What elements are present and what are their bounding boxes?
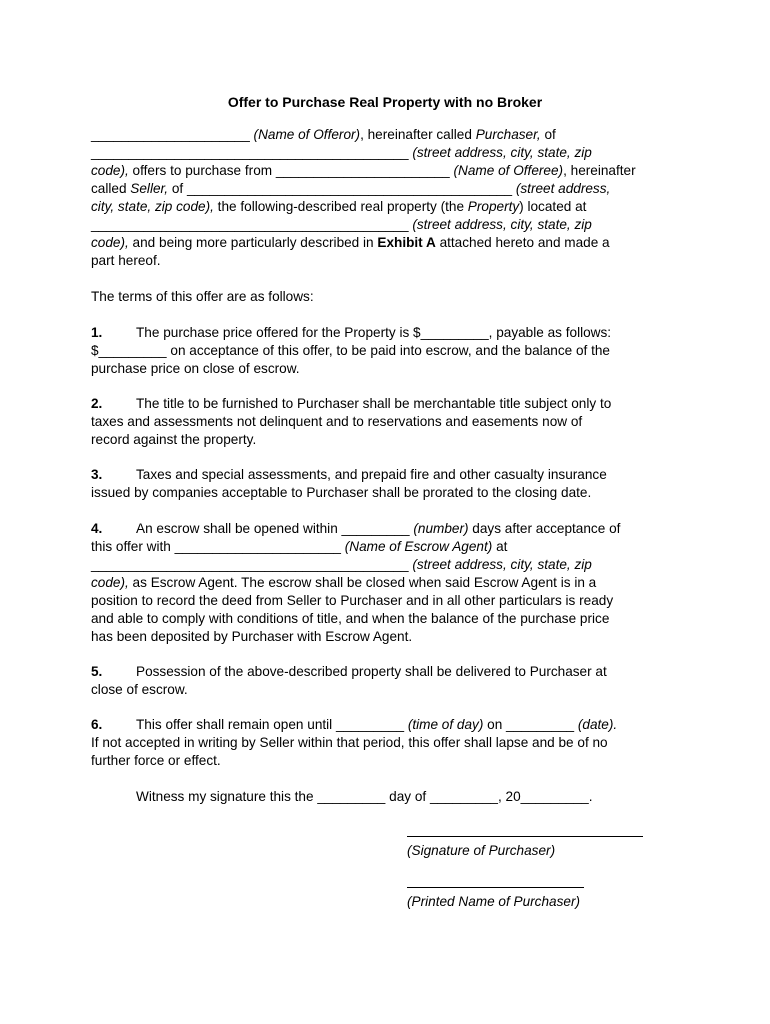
- signature-block: [407, 836, 643, 858]
- intro-line-7: code), and being more particularly described in Exhibit A attached hereto and made a: [91, 235, 610, 250]
- signature-line[interactable]: [407, 836, 643, 837]
- term-6: 6. This offer shall remain open until _________ (time of day) on _________ (date). If not accepted in writing by Seller within that period, this offer shall lapse and be of no further force or effect.: [91, 717, 618, 768]
- term-number: 4.: [91, 521, 103, 536]
- intro-line-8: part hereof.: [91, 253, 161, 268]
- term-1: 1. The purchase price offered for the Property is $_________, payable as follows: $_________ on acceptance of this offer, to be paid into escrow, and the balance of the purchase price on close of escrow.: [91, 325, 612, 376]
- terms-intro: The terms of this offer are as follows:: [91, 289, 314, 304]
- intro-line-1: _____________________ (Name of Offeror), hereinafter called Purchaser, of: [91, 127, 556, 142]
- intro-line-2: __________________________________________ (street address, city, state, zip: [91, 145, 592, 160]
- printed-name-block: [407, 887, 584, 909]
- term-3: 3. Taxes and special assessments, and prepaid fire and other casualty insurance issued by companies acceptable to Purchaser shall be prorated to the closing date.: [91, 467, 607, 500]
- term-number: 1.: [91, 325, 103, 340]
- intro-line-3: code), offers to purchase from _______________________ (Name of Offeree), hereinafter: [91, 163, 636, 178]
- signature-caption: (Signature of Purchaser): [407, 843, 556, 858]
- term-2: 2. The title to be furnished to Purchaser shall be merchantable title subject only to taxes and assessments not delinquent and to reservations and easements now of record against the property.: [91, 396, 612, 447]
- printed-name-line[interactable]: [407, 887, 584, 888]
- term-number: 6.: [91, 717, 103, 732]
- intro-line-6: __________________________________________ (street address, city, state, zip: [91, 217, 592, 232]
- document-title: Offer to Purchase Real Property with no Broker: [227, 94, 543, 110]
- intro-line-5: city, state, zip code), the following-described real property (the Property) located at: [91, 199, 587, 214]
- witness-line: Witness my signature this the _________ day of _________, 20_________.: [136, 789, 593, 804]
- term-4: 4. An escrow shall be opened within _________ (number) days after acceptance of this offer with ______________________ (Name of Escrow Agent) at __________________________________________ (street address, city, state, zip code), as Escrow Agent. The escrow shall be closed when said Escrow Agent is in a position to record the deed from Seller to Purchaser and in all other particulars is ready and able to comply with conditions of title, and when the balance of the purchase price has been deposited by Purchaser with Escrow Agent.: [91, 521, 621, 644]
- term-number: 3.: [91, 467, 103, 482]
- intro-paragraph: [91, 126, 691, 270]
- term-number: 5.: [91, 664, 103, 679]
- term-number: 2.: [91, 396, 103, 411]
- term-5: 5. Possession of the above-described property shall be delivered to Purchaser at close of escrow.: [91, 664, 607, 697]
- intro-line-4: called Seller, of ___________________________________________ (street address,: [91, 181, 611, 196]
- printed-name-caption: (Printed Name of Purchaser): [407, 894, 581, 909]
